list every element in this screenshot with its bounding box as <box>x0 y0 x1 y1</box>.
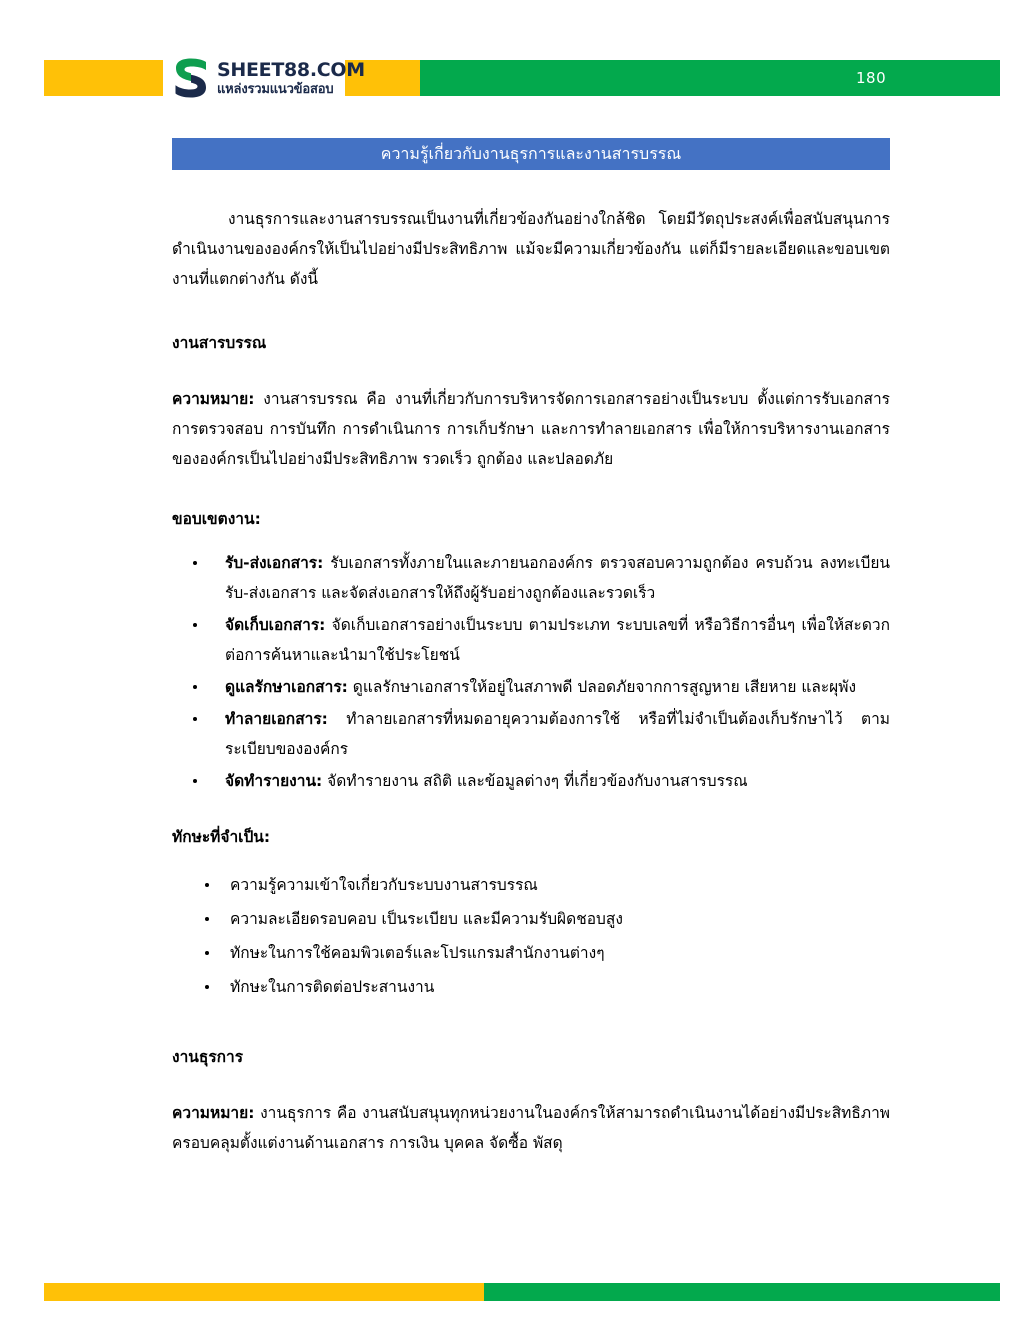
page-number: 180 <box>856 69 887 87</box>
list-item <box>172 766 890 796</box>
scope-list <box>172 548 890 796</box>
list-item-detail: ทำลายเอกสารที่หมดอายุความต้องการใช้ หรือที่ไม่จำเป็นต้องเก็บรักษาไว้ ตามระเบียบขององค์กร <box>225 710 890 758</box>
footer-accent-bar-yellow <box>44 1283 484 1301</box>
footer-accent-bar-green <box>484 1283 1000 1301</box>
page-footer <box>0 1283 1020 1305</box>
meaning-text: งานธุรการ คือ งานสนับสนุนทุกหน่วยงานในองค์กรให้สามารถดำเนินงานได้อย่างมีประสิทธิภาพ ครอบคลุมตั้งแต่งานด้านเอกสาร การเงิน บุคคล จัดซื้อ พัสดุ <box>172 1104 890 1152</box>
list-item-detail: ดูแลรักษาเอกสารให้อยู่ในสภาพดี ปลอดภัยจากการสูญหาย เสียหาย และผุพัง <box>347 678 857 696</box>
site-logo <box>172 52 365 104</box>
scope-heading: ขอบเขตงาน: <box>172 510 261 528</box>
section-heading-sarabun: งานสารบรรณ <box>172 334 267 352</box>
list-item <box>172 704 890 764</box>
intro-paragraph: งานธุรการและงานสารบรรณเป็นงานที่เกี่ยวข้องกันอย่างใกล้ชิด โดยมีวัตถุประสงค์เพื่อสนับสนุนการดำเนินงานขององค์กรให้เป็นไปอย่างมีประสิทธิภาพ แม้จะมีความเกี่ยวข้องกัน แต่ก็มีรายละเอียดและขอบเขตงานที่แตกต่างกัน ดังนี้ <box>172 210 890 288</box>
logo-title: SHEET88.COM <box>217 58 365 81</box>
header-accent-bar-yellow-left <box>44 60 163 96</box>
list-item-term: ทำลายเอกสาร: <box>225 710 328 728</box>
list-item <box>172 548 890 608</box>
list-item <box>172 610 890 670</box>
document-content <box>172 138 890 1158</box>
list-item-detail: รับเอกสารทั้งภายในและภายนอกองค์กร ตรวจสอบความถูกต้อง ครบถ้วน ลงทะเบียนรับ-ส่งเอกสาร และจัดส่งเอกสารให้ถึงผู้รับอย่างถูกต้องและรวดเร็ว <box>225 554 890 602</box>
list-item-term: รับ-ส่งเอกสาร: <box>225 554 324 572</box>
list-item: ความรู้ความเข้าใจเกี่ยวกับระบบงานสารบรรณ <box>172 870 890 900</box>
meaning-text: งานสารบรรณ คือ งานที่เกี่ยวกับการบริหารจัดการเอกสารอย่างเป็นระบบ ตั้งแต่การรับเอกสาร การตรวจสอบ การบันทึก การดำเนินการ การเก็บรักษา และการทำลายเอกสาร เพื่อให้การบริหารงานเอกสารขององค์กรเป็นไปอย่างมีประสิทธิภาพ รวดเร็ว ถูกต้อง และปลอดภัย <box>172 390 890 468</box>
meaning-label: ความหมาย: <box>172 1104 255 1122</box>
logo-text-block <box>217 58 365 97</box>
sheet88-s-logo-icon <box>172 58 210 98</box>
section-heading-thurakan: งานธุรการ <box>172 1048 244 1066</box>
skills-list <box>172 870 890 1002</box>
meaning-label: ความหมาย: <box>172 390 255 408</box>
list-item: ทักษะในการใช้คอมพิวเตอร์และโปรแกรมสำนักงานต่างๆ <box>172 938 890 968</box>
list-item: ความละเอียดรอบคอบ เป็นระเบียบ และมีความรับผิดชอบสูง <box>172 904 890 934</box>
list-item-detail: จัดเก็บเอกสารอย่างเป็นระบบ ตามประเภท ระบบเลขที่ หรือวิธีการอื่นๆ เพื่อให้สะดวกต่อการค้นหาและนำมาใช้ประโยชน์ <box>225 616 890 664</box>
list-item-term: จัดเก็บเอกสาร: <box>225 616 326 634</box>
page-title: ความรู้เกี่ยวกับงานธุรการและงานสารบรรณ <box>172 138 890 170</box>
list-item: ทักษะในการติดต่อประสานงาน <box>172 972 890 1002</box>
list-item-term: จัดทำรายงาน: <box>225 772 323 790</box>
logo-subtitle: แหล่งรวมแนวข้อสอบ <box>217 81 334 97</box>
sarabun-meaning-paragraph <box>172 384 890 474</box>
thurakan-meaning-paragraph <box>172 1098 890 1158</box>
list-item-term: ดูแลรักษาเอกสาร: <box>225 678 348 696</box>
list-item <box>172 672 890 702</box>
skills-heading: ทักษะที่จำเป็น: <box>172 828 271 846</box>
list-item-detail: จัดทำรายงาน สถิติ และข้อมูลต่างๆ ที่เกี่ยวข้องกับงานสารบรรณ <box>322 772 748 790</box>
page-header <box>0 56 1020 100</box>
